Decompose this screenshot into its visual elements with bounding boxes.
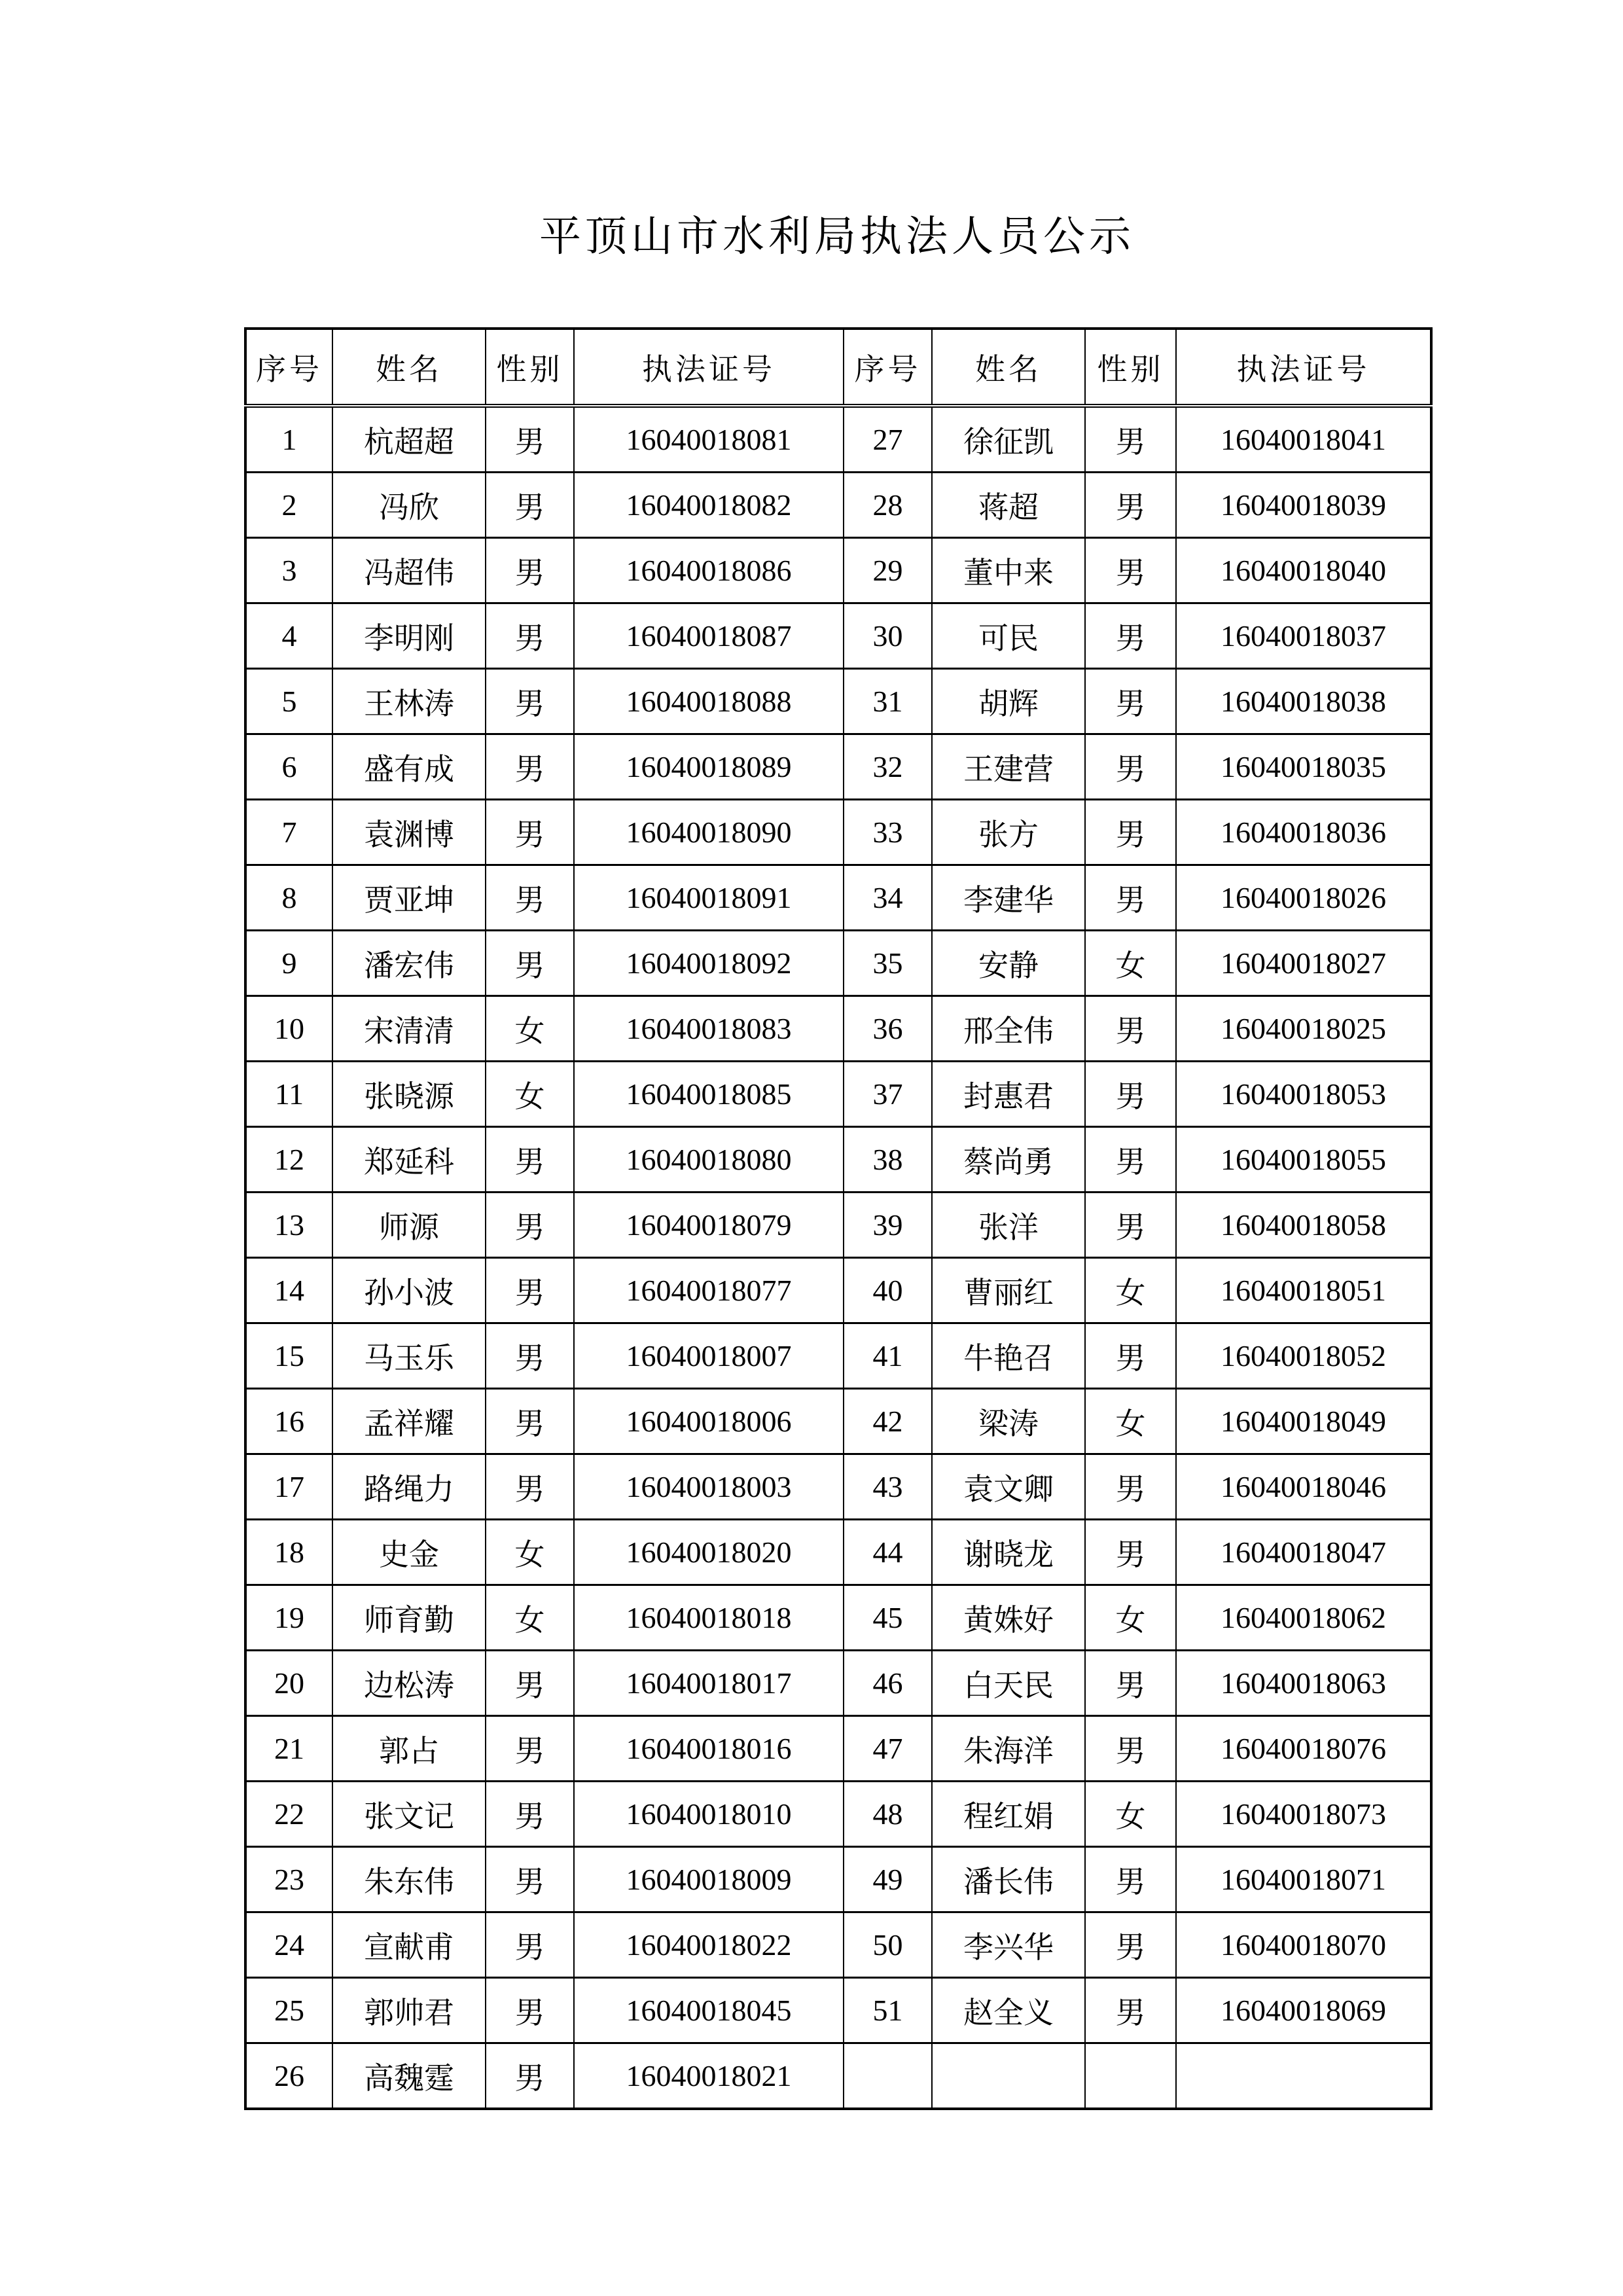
index-cell: 2 [245,473,332,538]
cert-cell: 16040018016 [574,1716,844,1782]
gender-cell: 男 [1085,1520,1176,1585]
table-row [245,1847,1431,1912]
index-cell: 16 [245,1389,332,1454]
gender-cell: 男 [486,1847,574,1912]
cert-cell: 16040018081 [574,406,844,473]
table-header [245,329,1431,406]
index-cell: 33 [844,800,932,865]
name-cell: 史金 [332,1520,486,1585]
col-header-name-left: 姓名 [332,329,486,406]
name-cell: 安静 [932,931,1085,996]
gender-cell: 男 [1085,1847,1176,1912]
col-header-name-right: 姓名 [932,329,1085,406]
cert-cell: 16040018038 [1176,669,1431,734]
gender-cell [1085,2043,1176,2109]
cert-cell: 16040018041 [1176,406,1431,473]
cert-cell: 16040018017 [574,1651,844,1716]
gender-cell: 女 [1085,931,1176,996]
table-row [245,1062,1431,1127]
cert-cell: 16040018071 [1176,1847,1431,1912]
gender-cell: 男 [486,734,574,800]
cert-cell: 16040018049 [1176,1389,1431,1454]
gender-cell: 男 [486,1127,574,1193]
page-title: 平顶山市水利局执法人员公示 [539,213,1135,260]
name-cell: 潘宏伟 [332,931,486,996]
name-cell: 马玉乐 [332,1323,486,1389]
index-cell: 37 [844,1062,932,1127]
index-cell: 20 [245,1651,332,1716]
gender-cell: 男 [1085,538,1176,603]
cert-cell: 16040018022 [574,1912,844,1978]
cert-cell: 16040018020 [574,1520,844,1585]
cert-cell: 16040018070 [1176,1912,1431,1978]
name-cell: 赵全义 [932,1978,1085,2043]
index-cell: 8 [245,865,332,931]
index-cell: 43 [844,1454,932,1520]
gender-cell: 女 [486,1520,574,1585]
table-row [245,2043,1431,2109]
name-cell: 张洋 [932,1193,1085,1258]
cert-cell: 16040018089 [574,734,844,800]
gender-cell: 男 [1085,865,1176,931]
cert-cell: 16040018092 [574,931,844,996]
cert-cell: 16040018080 [574,1127,844,1193]
gender-cell: 男 [486,538,574,603]
index-cell: 11 [245,1062,332,1127]
gender-cell: 男 [486,1323,574,1389]
gender-cell: 男 [486,406,574,473]
cert-cell: 16040018027 [1176,931,1431,996]
name-cell: 冯欣 [332,473,486,538]
table-row [245,538,1431,603]
index-cell: 14 [245,1258,332,1323]
cert-cell: 16040018069 [1176,1978,1431,2043]
gender-cell: 男 [486,473,574,538]
name-cell: 贾亚坤 [332,865,486,931]
cert-cell: 16040018087 [574,603,844,669]
name-cell: 王林涛 [332,669,486,734]
index-cell: 13 [245,1193,332,1258]
gender-cell: 女 [1085,1782,1176,1847]
gender-cell: 男 [486,1651,574,1716]
cert-cell: 16040018026 [1176,865,1431,931]
table-row [245,734,1431,800]
cert-cell: 16040018053 [1176,1062,1431,1127]
name-cell: 封惠君 [932,1062,1085,1127]
cert-cell: 16040018058 [1176,1193,1431,1258]
name-cell: 谢晓龙 [932,1520,1085,1585]
index-cell: 35 [844,931,932,996]
gender-cell: 男 [1085,1062,1176,1127]
cert-cell: 16040018090 [574,800,844,865]
gender-cell: 男 [486,865,574,931]
name-cell: 师育勤 [332,1585,486,1651]
cert-cell: 16040018076 [1176,1716,1431,1782]
index-cell: 25 [245,1978,332,2043]
index-cell: 38 [844,1127,932,1193]
gender-cell: 男 [486,800,574,865]
gender-cell: 女 [486,1585,574,1651]
index-cell: 42 [844,1389,932,1454]
cert-cell: 16040018063 [1176,1651,1431,1716]
index-cell: 26 [245,2043,332,2109]
index-cell: 7 [245,800,332,865]
index-cell: 22 [245,1782,332,1847]
index-cell: 48 [844,1782,932,1847]
gender-cell: 男 [1085,1454,1176,1520]
name-cell: 可民 [932,603,1085,669]
gender-cell: 男 [1085,1127,1176,1193]
name-cell: 张方 [932,800,1085,865]
table-row [245,1651,1431,1716]
gender-cell: 男 [486,1193,574,1258]
gender-cell: 男 [1085,1323,1176,1389]
index-cell: 17 [245,1454,332,1520]
gender-cell: 男 [486,931,574,996]
name-cell: 孟祥耀 [332,1389,486,1454]
name-cell: 杭超超 [332,406,486,473]
col-header-cert-right: 执法证号 [1176,329,1431,406]
name-cell: 潘长伟 [932,1847,1085,1912]
table-row [245,1389,1431,1454]
index-cell: 49 [844,1847,932,1912]
gender-cell: 女 [486,1062,574,1127]
table-body [245,406,1431,2109]
table-row [245,603,1431,669]
gender-cell: 男 [486,1782,574,1847]
gender-cell: 男 [486,1389,574,1454]
cert-cell [1176,2043,1431,2109]
cert-cell: 16040018046 [1176,1454,1431,1520]
table-row [245,1716,1431,1782]
cert-cell: 16040018079 [574,1193,844,1258]
cert-cell: 16040018039 [1176,473,1431,538]
name-cell: 徐征凯 [932,406,1085,473]
index-cell: 50 [844,1912,932,1978]
gender-cell: 男 [486,1912,574,1978]
name-cell: 邢全伟 [932,996,1085,1062]
header-row [245,329,1431,406]
name-cell: 梁涛 [932,1389,1085,1454]
index-cell: 51 [844,1978,932,2043]
index-cell: 36 [844,996,932,1062]
name-cell: 郑延科 [332,1127,486,1193]
cert-cell: 16040018006 [574,1389,844,1454]
name-cell: 袁渊博 [332,800,486,865]
table-row [245,1782,1431,1847]
table-row [245,406,1431,473]
index-cell: 31 [844,669,932,734]
index-cell: 6 [245,734,332,800]
name-cell: 蔡尚勇 [932,1127,1085,1193]
name-cell: 董中来 [932,538,1085,603]
gender-cell: 男 [486,1716,574,1782]
name-cell: 路绳力 [332,1454,486,1520]
cert-cell: 16040018007 [574,1323,844,1389]
gender-cell: 男 [1085,473,1176,538]
gender-cell: 女 [1085,1389,1176,1454]
name-cell: 袁文卿 [932,1454,1085,1520]
gender-cell: 男 [486,603,574,669]
cert-cell: 16040018073 [1176,1782,1431,1847]
table-row [245,1520,1431,1585]
cert-cell: 16040018025 [1176,996,1431,1062]
cert-cell: 16040018077 [574,1258,844,1323]
cert-cell: 16040018018 [574,1585,844,1651]
name-cell: 高魏霆 [332,2043,486,2109]
name-cell: 朱海洋 [932,1716,1085,1782]
gender-cell: 男 [1085,1978,1176,2043]
name-cell: 曹丽红 [932,1258,1085,1323]
gender-cell: 男 [486,669,574,734]
gender-cell: 男 [1085,669,1176,734]
name-cell: 李建华 [932,865,1085,931]
index-cell: 32 [844,734,932,800]
col-header-cert-left: 执法证号 [574,329,844,406]
table-row [245,669,1431,734]
table-row [245,865,1431,931]
table-row [245,1585,1431,1651]
index-cell: 39 [844,1193,932,1258]
gender-cell: 男 [486,2043,574,2109]
name-cell: 张文记 [332,1782,486,1847]
cert-cell: 16040018083 [574,996,844,1062]
index-cell: 40 [844,1258,932,1323]
index-cell: 47 [844,1716,932,1782]
index-cell: 30 [844,603,932,669]
name-cell: 郭帅君 [332,1978,486,2043]
name-cell: 宣献甫 [332,1912,486,1978]
cert-cell: 16040018037 [1176,603,1431,669]
gender-cell: 男 [1085,1912,1176,1978]
col-header-index-left: 序号 [245,329,332,406]
cert-cell: 16040018051 [1176,1258,1431,1323]
cert-cell: 16040018040 [1176,538,1431,603]
gender-cell: 男 [1085,406,1176,473]
index-cell: 4 [245,603,332,669]
table-row [245,1912,1431,1978]
index-cell: 1 [245,406,332,473]
cert-cell: 16040018009 [574,1847,844,1912]
gender-cell: 男 [486,1258,574,1323]
col-header-gender-left: 性别 [486,329,574,406]
name-cell: 白天民 [932,1651,1085,1716]
gender-cell: 男 [486,1978,574,2043]
cert-cell: 16040018088 [574,669,844,734]
index-cell: 15 [245,1323,332,1389]
cert-cell: 16040018010 [574,1782,844,1847]
col-header-gender-right: 性别 [1085,329,1176,406]
table-row [245,473,1431,538]
cert-cell: 16040018091 [574,865,844,931]
index-cell: 9 [245,931,332,996]
cert-cell: 16040018086 [574,538,844,603]
cert-cell: 16040018021 [574,2043,844,2109]
name-cell: 盛有成 [332,734,486,800]
index-cell: 29 [844,538,932,603]
cert-cell: 16040018085 [574,1062,844,1127]
name-cell: 王建营 [932,734,1085,800]
table-row [245,996,1431,1062]
table-row [245,1127,1431,1193]
gender-cell: 女 [1085,1258,1176,1323]
table-row [245,1978,1431,2043]
col-header-index-right: 序号 [844,329,932,406]
gender-cell: 男 [1085,996,1176,1062]
table-row [245,800,1431,865]
cert-cell: 16040018036 [1176,800,1431,865]
index-cell: 5 [245,669,332,734]
index-cell: 44 [844,1520,932,1585]
name-cell: 孙小波 [332,1258,486,1323]
name-cell: 黄姝好 [932,1585,1085,1651]
name-cell: 李兴华 [932,1912,1085,1978]
name-cell: 郭占 [332,1716,486,1782]
index-cell: 19 [245,1585,332,1651]
index-cell: 41 [844,1323,932,1389]
cert-cell: 16040018052 [1176,1323,1431,1389]
name-cell: 朱东伟 [332,1847,486,1912]
index-cell [844,2043,932,2109]
index-cell: 24 [245,1912,332,1978]
index-cell: 27 [844,406,932,473]
index-cell: 34 [844,865,932,931]
table-row [245,1323,1431,1389]
name-cell: 边松涛 [332,1651,486,1716]
index-cell: 3 [245,538,332,603]
cert-cell: 16040018003 [574,1454,844,1520]
gender-cell: 女 [486,996,574,1062]
index-cell: 45 [844,1585,932,1651]
name-cell: 师源 [332,1193,486,1258]
index-cell: 28 [844,473,932,538]
gender-cell: 男 [1085,1651,1176,1716]
name-cell: 胡辉 [932,669,1085,734]
table-row [245,1193,1431,1258]
cert-cell: 16040018055 [1176,1127,1431,1193]
index-cell: 21 [245,1716,332,1782]
name-cell: 张晓源 [332,1062,486,1127]
table-row [245,931,1431,996]
table-row [245,1258,1431,1323]
name-cell: 宋清清 [332,996,486,1062]
gender-cell: 男 [1085,603,1176,669]
name-cell: 李明刚 [332,603,486,669]
gender-cell: 男 [1085,1193,1176,1258]
table-row [245,1454,1431,1520]
index-cell: 18 [245,1520,332,1585]
gender-cell: 男 [1085,800,1176,865]
gender-cell: 男 [1085,734,1176,800]
name-cell: 蒋超 [932,473,1085,538]
index-cell: 10 [245,996,332,1062]
name-cell: 冯超伟 [332,538,486,603]
cert-cell: 16040018047 [1176,1520,1431,1585]
gender-cell: 男 [486,1454,574,1520]
gender-cell: 男 [1085,1716,1176,1782]
cert-cell: 16040018045 [574,1978,844,2043]
gender-cell: 女 [1085,1585,1176,1651]
cert-cell: 16040018035 [1176,734,1431,800]
name-cell [932,2043,1085,2109]
name-cell: 程红娟 [932,1782,1085,1847]
cert-cell: 16040018062 [1176,1585,1431,1651]
cert-cell: 16040018082 [574,473,844,538]
index-cell: 12 [245,1127,332,1193]
index-cell: 23 [245,1847,332,1912]
personnel-table [244,327,1433,2110]
index-cell: 46 [844,1651,932,1716]
name-cell: 牛艳召 [932,1323,1085,1389]
